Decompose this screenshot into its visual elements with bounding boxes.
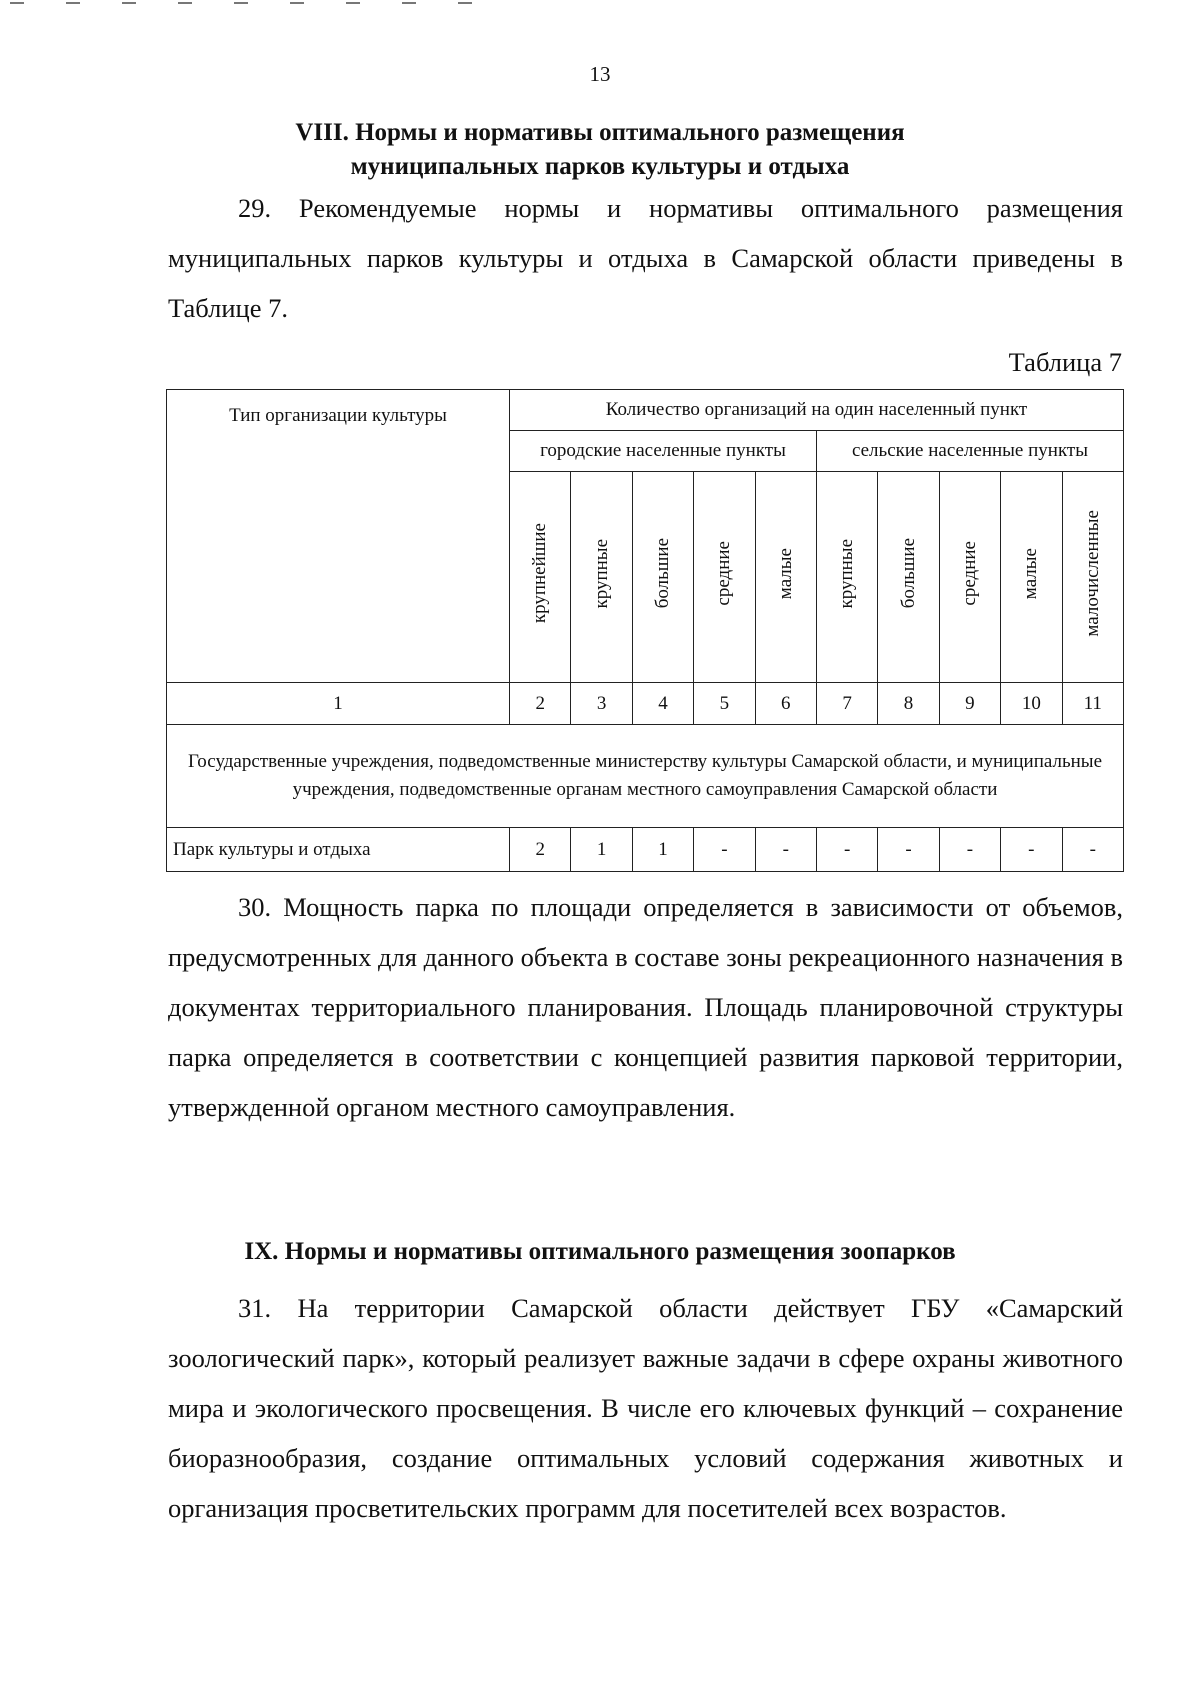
header-rural-col bbox=[816, 472, 877, 683]
header-urban-col bbox=[571, 472, 632, 683]
column-number-row bbox=[167, 683, 1124, 725]
header-rural-label: малочисленные bbox=[1081, 510, 1103, 637]
table-row bbox=[167, 828, 1124, 872]
column-number: 1 bbox=[167, 683, 510, 725]
column-number: 6 bbox=[755, 683, 816, 725]
table-cell: - bbox=[755, 828, 816, 872]
column-number: 2 bbox=[510, 683, 571, 725]
column-number: 8 bbox=[878, 683, 939, 725]
section-8-heading bbox=[160, 116, 1040, 184]
column-number: 3 bbox=[571, 683, 632, 725]
scan-marks bbox=[0, 0, 520, 6]
header-rural-label: средние bbox=[958, 541, 980, 606]
header-urban-label: большие bbox=[651, 538, 673, 609]
section-8-heading-line1: VIII. Нормы и нормативы оптимального размещения bbox=[295, 119, 905, 146]
column-number: 9 bbox=[939, 683, 1000, 725]
header-urban-col bbox=[510, 472, 571, 683]
section-8-heading-line2: муниципальных парков культуры и отдыха bbox=[350, 153, 850, 180]
paragraph-31: 31. На территории Самарской области действует ГБУ «Самарский зоологический парк», который реализует важные задачи в сфере охраны животного мира и экологического просвещения. В числе его ключевых функций – сохранение биоразнообразия, создание оптимальных условий содержания животных и организация просветительских программ для посетителей всех возрастов. bbox=[168, 1293, 1123, 1523]
header-organization-type: Тип организации культуры bbox=[167, 390, 510, 683]
row-label: Парк культуры и отдыха bbox=[167, 828, 510, 872]
header-rural-col bbox=[878, 472, 939, 683]
table-cell: - bbox=[694, 828, 755, 872]
paragraph-29: 29. Рекомендуемые нормы и нормативы оптимального размещения муниципальных парков культуры и отдыха в Самарской области приведены в Таблице 7. bbox=[168, 193, 1123, 323]
column-number: 7 bbox=[816, 683, 877, 725]
page-number: 13 bbox=[589, 62, 611, 86]
table-caption: Таблица 7 bbox=[1008, 347, 1122, 377]
header-rural-col bbox=[1001, 472, 1062, 683]
paragraph-30: 30. Мощность парка по площади определяется в зависимости от объемов, предусмотренных для данного объекта в составе зоны рекреационного назначения в документах территориального планирования. Площадь планировочной структуры парка определяется в соответствии с концепцией развития парковой территории, утвержденной органом местного самоуправления. bbox=[168, 892, 1123, 1122]
column-number: 5 bbox=[694, 683, 755, 725]
table-cell: - bbox=[878, 828, 939, 872]
table-cell: 2 bbox=[510, 828, 571, 872]
header-rural-label: большие bbox=[897, 538, 919, 609]
header-urban-label: крупные bbox=[590, 538, 612, 609]
header-urban-col bbox=[632, 472, 693, 683]
header-urban-label: крупнейшие bbox=[529, 523, 551, 624]
header-rural-label: крупные bbox=[836, 538, 858, 609]
table-cell: - bbox=[816, 828, 877, 872]
header-rural-label: малые bbox=[1020, 547, 1042, 600]
institutions-section-row bbox=[167, 725, 1124, 828]
header-urban-col bbox=[755, 472, 816, 683]
column-number: 11 bbox=[1062, 683, 1123, 725]
column-number: 10 bbox=[1001, 683, 1062, 725]
header-urban-label: малые bbox=[774, 547, 796, 600]
table-cell: 1 bbox=[571, 828, 632, 872]
header-rural-col bbox=[939, 472, 1000, 683]
table-cell: - bbox=[1062, 828, 1123, 872]
header-urban-settlements: городские населенные пункты bbox=[510, 431, 817, 472]
table-cell: 1 bbox=[632, 828, 693, 872]
table-cell: - bbox=[1001, 828, 1062, 872]
header-rural-settlements: сельские населенные пункты bbox=[816, 431, 1123, 472]
section-9-heading: IX. Нормы и нормативы оптимального размещения зоопарков bbox=[244, 1238, 956, 1265]
table-cell: - bbox=[939, 828, 1000, 872]
header-urban-col bbox=[694, 472, 755, 683]
header-urban-label: средние bbox=[713, 541, 735, 606]
table-7 bbox=[166, 389, 1124, 872]
header-rural-col bbox=[1062, 472, 1123, 683]
column-number: 4 bbox=[632, 683, 693, 725]
header-count-per-settlement: Количество организаций на один населенный пункт bbox=[510, 390, 1124, 431]
institutions-section-label: Государственные учреждения, подведомственные министерству культуры Самарской области, и муниципальные учреждения, подведомственные органам местного самоуправления Самарской области bbox=[167, 725, 1124, 828]
